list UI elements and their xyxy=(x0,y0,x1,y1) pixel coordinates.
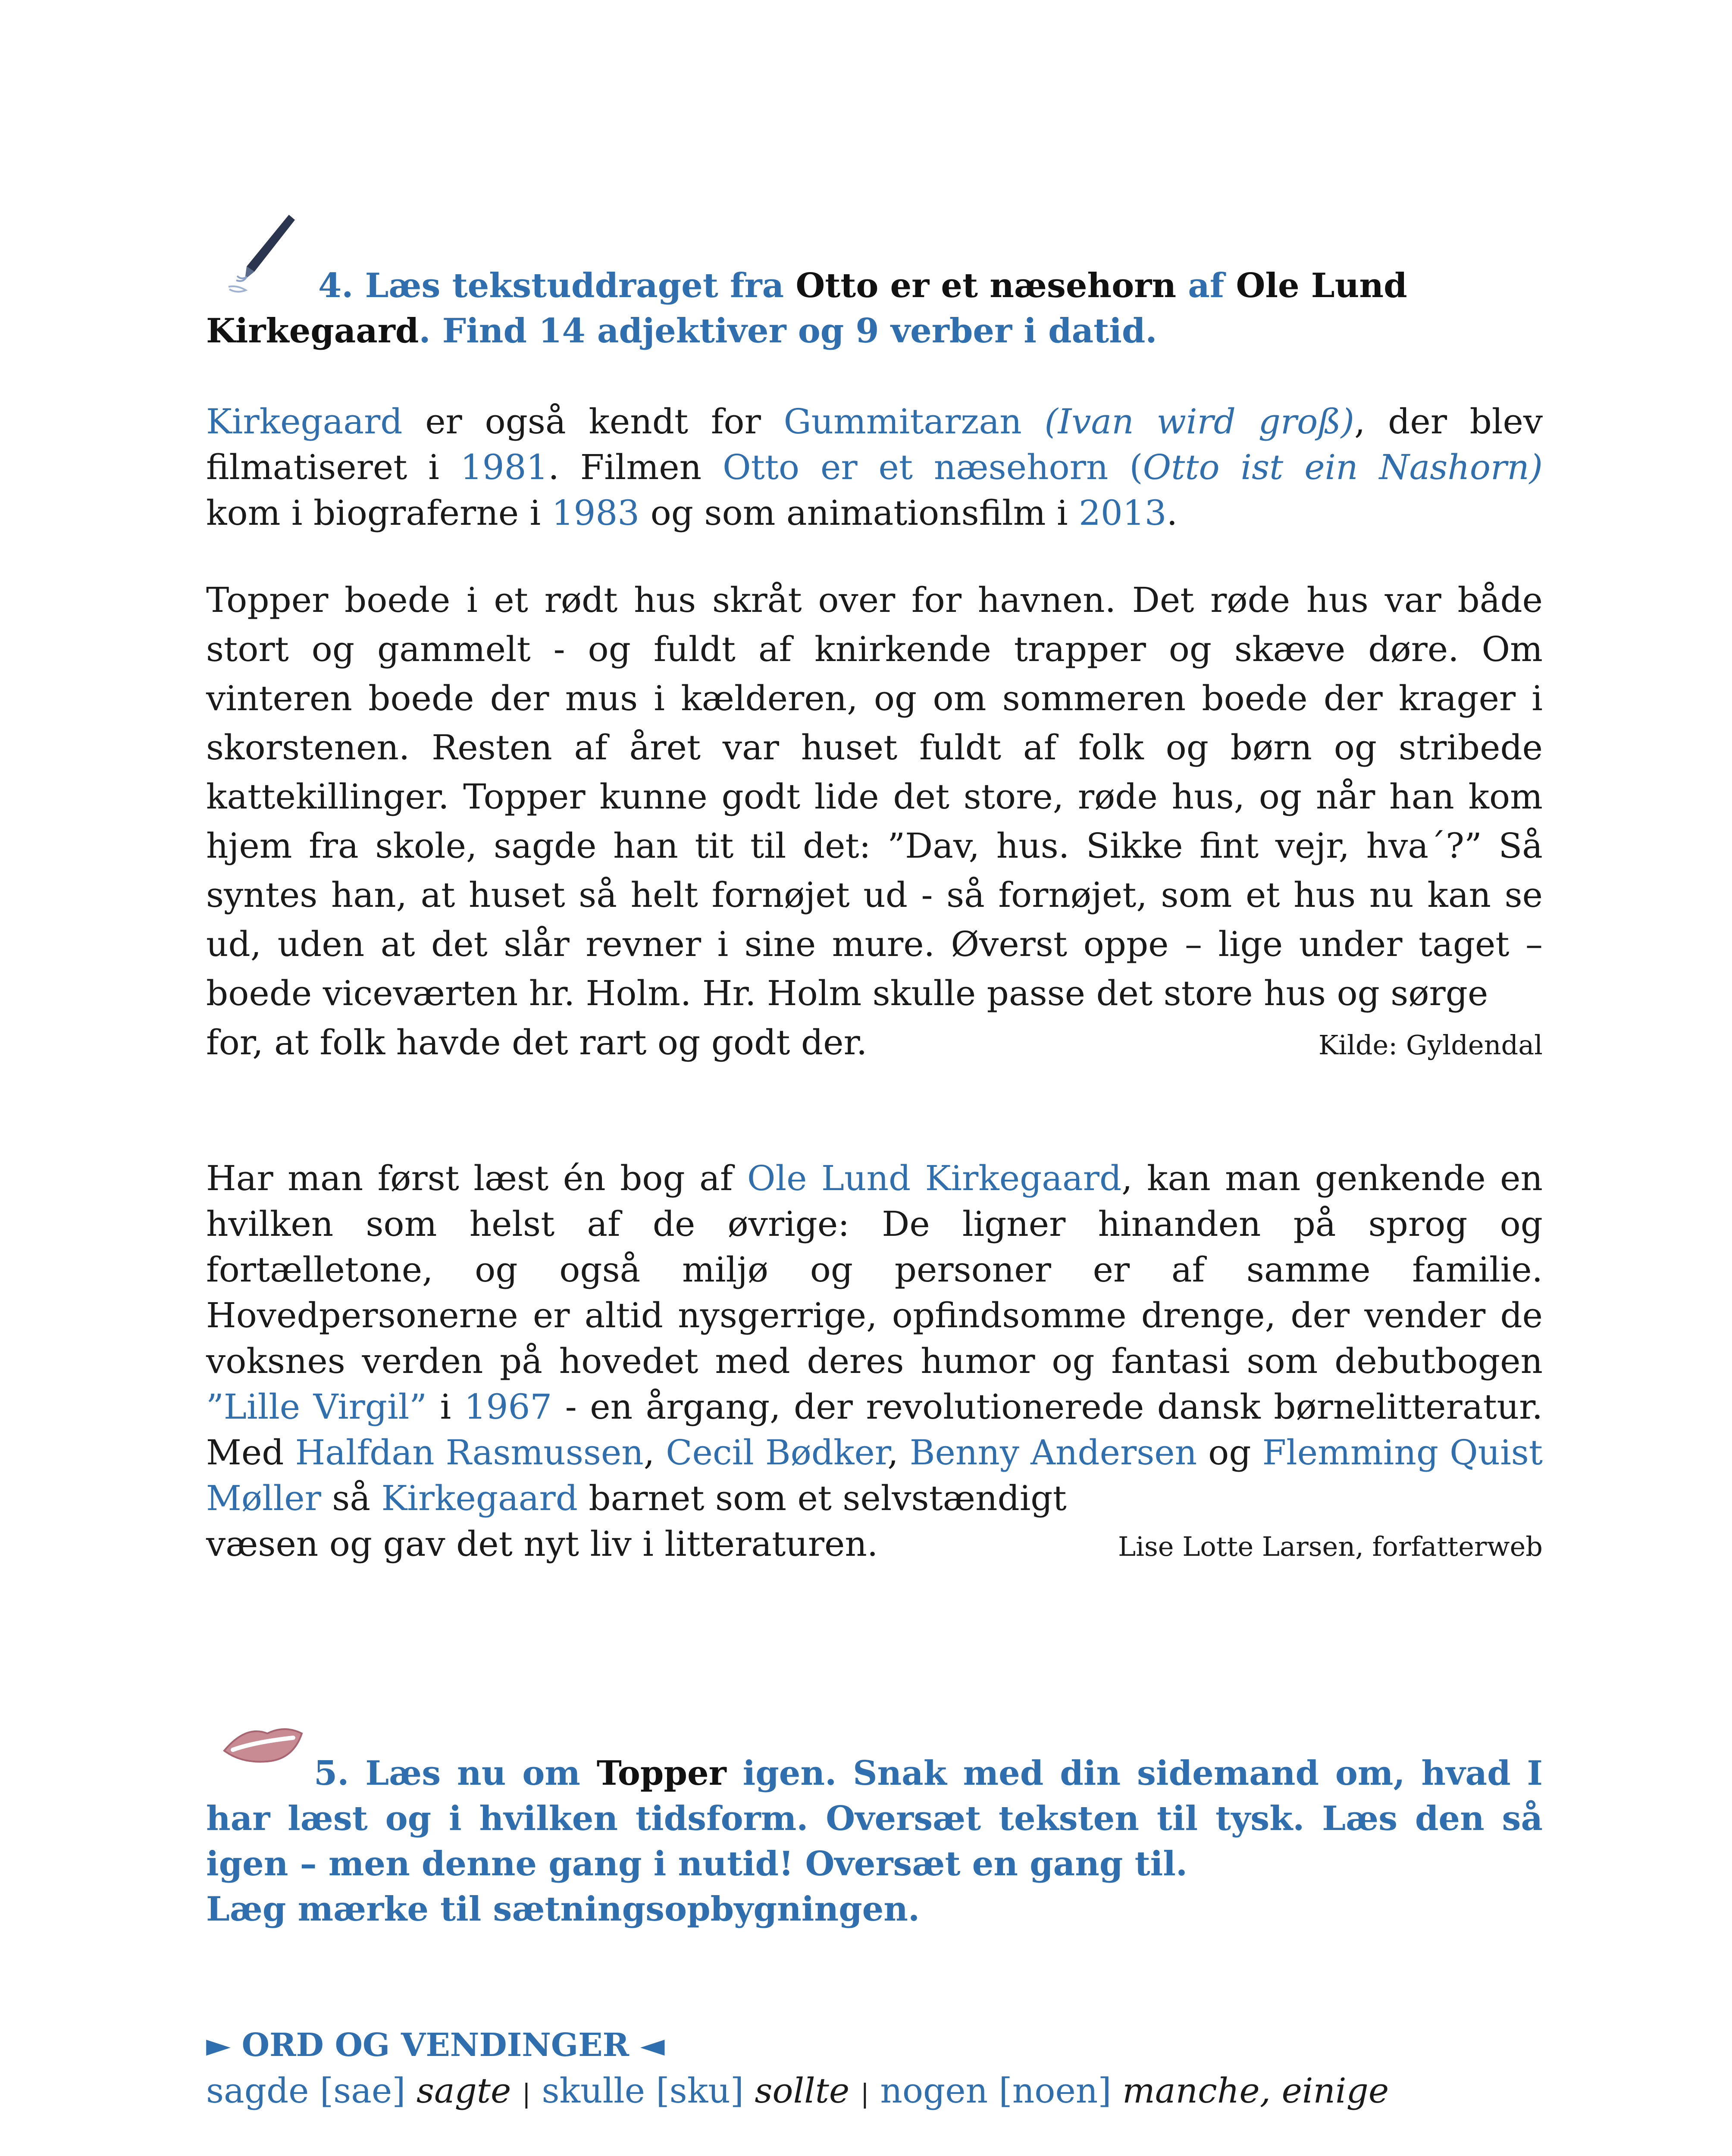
excerpt-last-line xyxy=(206,1018,1543,1070)
intro-text: , der blev xyxy=(1354,401,1543,442)
intro-line-3 xyxy=(206,490,1543,536)
intro-text: og som animationsfilm i xyxy=(639,493,1079,533)
task-4-number: 4. xyxy=(318,266,354,305)
vocab-separator: | xyxy=(522,2079,531,2109)
intro-line-1 xyxy=(206,399,1543,445)
vocabulary-section xyxy=(206,2022,1543,2117)
task-4-instruction xyxy=(206,263,1543,354)
intro-paragraph xyxy=(206,399,1543,536)
vocab-translation: sagte xyxy=(416,2071,511,2111)
bio-text: , xyxy=(643,1432,666,1473)
link-otto-film[interactable]: Otto er et næsehorn ( xyxy=(723,447,1143,487)
german-title-1: (Ivan wird groß) xyxy=(1021,401,1354,442)
bio-text: Har man først læst én bog af xyxy=(206,1158,747,1198)
link-kirkegaard[interactable]: Kirkegaard xyxy=(206,401,403,442)
link-halfdan-rasmussen[interactable]: Halfdan Rasmussen xyxy=(295,1432,644,1473)
link-benny-andersen[interactable]: Benny Andersen xyxy=(909,1432,1197,1473)
vocabulary-heading: ► ORD OG VENDINGER ◄ xyxy=(206,2027,665,2064)
link-kirkegaard-2[interactable]: Kirkegaard xyxy=(381,1478,578,1518)
bio-last-line xyxy=(206,1521,1543,1570)
intro-text: filmatiseret i xyxy=(206,447,460,487)
intro-line-2 xyxy=(206,445,1543,490)
bio-text: , kan man genkende en hvilken som helst af de øvrige: De ligner hinanden på sprog og fortælletone, og også miljø og personer er af samme familie. Hovedpersonerne er altid nysgerrige, opfindsomme drenge, der vender de voksnes verden på hovedet med deres humor og fantasi som debutbogen xyxy=(206,1158,1543,1381)
year-1967[interactable]: 1967 xyxy=(464,1387,552,1427)
german-title-2: Otto ist ein Nashorn) xyxy=(1143,447,1543,487)
excerpt-source: Kilde: Gyldendal xyxy=(1318,1029,1543,1061)
task-5-text-1: . Læs nu om xyxy=(337,1754,597,1793)
bio-text: i xyxy=(427,1387,464,1427)
excerpt-last-line-text: for, at folk havde det rart og godt der. xyxy=(206,1022,868,1062)
task-5-number: 5 xyxy=(314,1754,338,1793)
excerpt-text: Topper boede i et rødt hus skråt over for havnen. Det røde hus var både stort og gammelt - og fuldt af knirkende trapper og skæve døre. Om vinteren boede der mus i kælderen, og om sommeren boede der krager i skorstenen. Resten af året var huset fuldt af folk og børn og stribede kattekillinger. Topper kunne godt lide det store, røde hus, og når han kom hjem fra skole, sagde han tit til det: ”Dav, hus. Sikke fint vejr, hva´?” Så syntes han, at huset så helt fornøjet ud - så fornøjet, som et hus nu kan se ud, uden at det slår revner i sine mure. Øverst oppe – lige under taget – boede viceværten hr. Holm. Hr. Holm skulle passe det store hus og sørge xyxy=(206,580,1543,1013)
year-2013[interactable]: 2013 xyxy=(1078,493,1167,533)
bio-text: , xyxy=(887,1432,910,1473)
link-flemming-quist-moller[interactable]: Flemming Quist Møller xyxy=(206,1432,1543,1518)
bio-text: og xyxy=(1197,1432,1262,1473)
task-5-text-3: Læg mærke til sætningsopbygningen. xyxy=(206,1890,920,1929)
vocabulary-list xyxy=(206,2068,1543,2117)
year-1983[interactable]: 1983 xyxy=(551,493,640,533)
vocab-word: skulle [sku] xyxy=(542,2071,744,2111)
vocab-word: sagde [sae] xyxy=(206,2071,406,2111)
task-4-text-2: af xyxy=(1176,266,1236,305)
excerpt-paragraph xyxy=(206,576,1543,1070)
bio-text: så xyxy=(321,1478,382,1518)
link-lille-virgil[interactable]: ”Lille Virgil” xyxy=(206,1387,427,1427)
bio-text: barnet som et selvstændigt xyxy=(577,1478,1067,1518)
vocab-word: nogen [noen] xyxy=(880,2071,1112,2111)
intro-text: . Filmen xyxy=(548,447,723,487)
bio-paragraph xyxy=(206,1156,1543,1570)
task-5-instruction xyxy=(206,1751,1543,1932)
task-4-text-1: Læs tekstuddraget fra xyxy=(353,266,796,305)
author-name-2: Kirkegaard xyxy=(206,311,419,351)
link-cecil-bodker[interactable]: Cecil Bødker xyxy=(666,1432,888,1473)
bio-last-line-text: væsen og gav det nyt liv i litteraturen. xyxy=(206,1524,878,1564)
intro-text: . xyxy=(1166,493,1178,533)
vocab-translation: manche, einige xyxy=(1122,2071,1389,2111)
link-ole-lund-kirkegaard[interactable]: Ole Lund Kirkegaard xyxy=(747,1158,1122,1198)
book-title: Otto er et næsehorn xyxy=(796,266,1177,305)
link-gummitarzan[interactable]: Gummitarzan xyxy=(783,401,1022,442)
intro-text: kom i biograferne i xyxy=(206,493,552,533)
bio-text: - en årgang, der revolutionerede dansk børnelitteratur. Med xyxy=(206,1387,1543,1473)
bio-source: Lise Lotte Larsen, forfatterweb xyxy=(1118,1531,1543,1562)
author-name-1: Ole Lund xyxy=(1236,266,1407,305)
task-5-text-2: igen. Snak med din sidemand om, hvad I har læst og i hvilken tidsform. Oversæt teksten til tysk. Læs den så igen – men denne gang i nutid! Oversæt en gang til. xyxy=(206,1754,1543,1883)
task-4-text-3: . Find 14 adjektiver og 9 verber i datid. xyxy=(419,311,1157,351)
character-name: Topper xyxy=(596,1754,727,1793)
intro-text: er også kendt for xyxy=(402,401,784,442)
vocab-separator: | xyxy=(860,2079,869,2109)
vocab-translation: sollte xyxy=(755,2071,850,2111)
year-1981[interactable]: 1981 xyxy=(460,447,548,487)
